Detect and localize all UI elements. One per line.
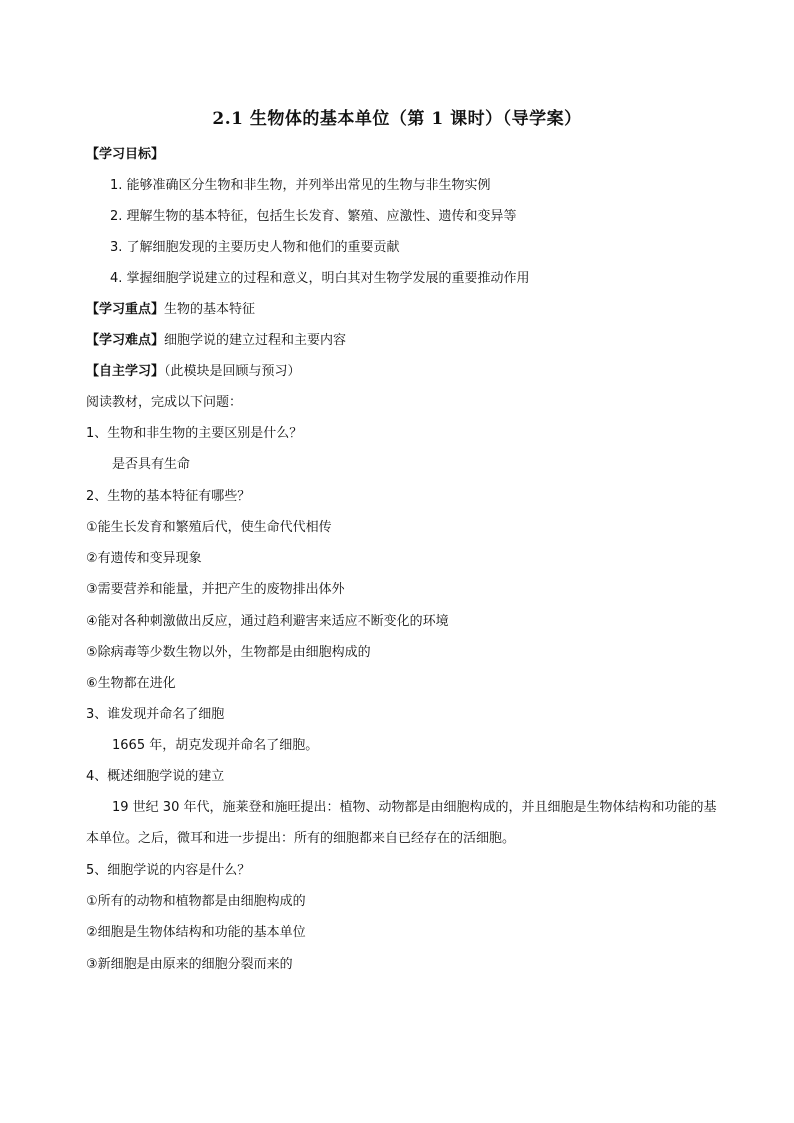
answer-2-item: ③需要营养和能量，并把产生的废物排出体外	[86, 582, 345, 597]
objective-item-4: 4. 掌握细胞学说建立的过程和意义，明白其对生物学发展的重要推动作用	[110, 271, 530, 286]
answer-5-item: ①所有的动物和植物都是由细胞构成的	[86, 894, 306, 909]
difficulty-header: 【学习难点】	[86, 333, 165, 348]
answer-1: 是否具有生命	[112, 457, 191, 472]
difficulty-text: 细胞学说的建立过程和主要内容	[164, 333, 347, 348]
objective-item-3: 3. 了解细胞发现的主要历史人物和他们的重要贡献	[110, 240, 400, 255]
answer-4-paragraph: 19 世纪 30 年代，施莱登和施旺提出：植物、动物都是由细胞构成的，并且细胞是生物体结构和功能的基本单位。之后，微耳和进一步提出：所有的细胞都来自已经存在的活细胞。	[86, 800, 717, 846]
objectives-header: 【学习目标】	[86, 147, 165, 162]
question-1: 1、生物和非生物的主要区别是什么？	[86, 426, 303, 441]
answer-5-item: ③新细胞是由原来的细胞分裂而来的	[86, 957, 293, 972]
self-study-header: 【自主学习】	[86, 364, 165, 379]
question-2: 2、生物的基本特征有哪些？	[86, 489, 251, 504]
answer-2-item: ⑤除病毒等少数生物以外，生物都是由细胞构成的	[86, 645, 371, 660]
question-3: 3、谁发现并命名了细胞	[86, 707, 225, 722]
key-point-text: 生物的基本特征	[164, 302, 256, 317]
self-study-line	[86, 363, 301, 381]
answer-2-item: ⑥生物都在进化	[86, 676, 176, 691]
question-5: 5、细胞学说的内容是什么？	[86, 863, 251, 878]
question-4: 4、概述细胞学说的建立	[86, 769, 225, 784]
self-study-note: （此模块是回顾与预习）	[164, 364, 301, 379]
self-study-intro: 阅读教材，完成以下问题：	[86, 395, 243, 410]
page-title: 2.1 生物体的基本单位（第 1 课时）（导学案）	[212, 109, 582, 129]
answer-2-item: ①能生长发育和繁殖后代，使生命代代相传	[86, 520, 332, 535]
difficulty-line	[86, 332, 346, 350]
answer-3: 1665 年，胡克发现并命名了细胞。	[112, 738, 319, 753]
answer-5-item: ②细胞是生物体结构和功能的基本单位	[86, 925, 306, 940]
objective-item-1: 1. 能够准确区分生物和非生物，并列举出常见的生物与非生物实例	[110, 178, 491, 193]
answer-2-item: ④能对各种刺激做出反应，通过趋利避害来适应不断变化的环境	[86, 614, 449, 629]
answer-2-item: ②有遗传和变异现象	[86, 551, 202, 566]
key-point-line	[86, 301, 255, 319]
objective-item-2: 2. 理解生物的基本特征，包括生长发育、繁殖、应激性、遗传和变异等	[110, 209, 517, 224]
key-point-header: 【学习重点】	[86, 302, 165, 317]
